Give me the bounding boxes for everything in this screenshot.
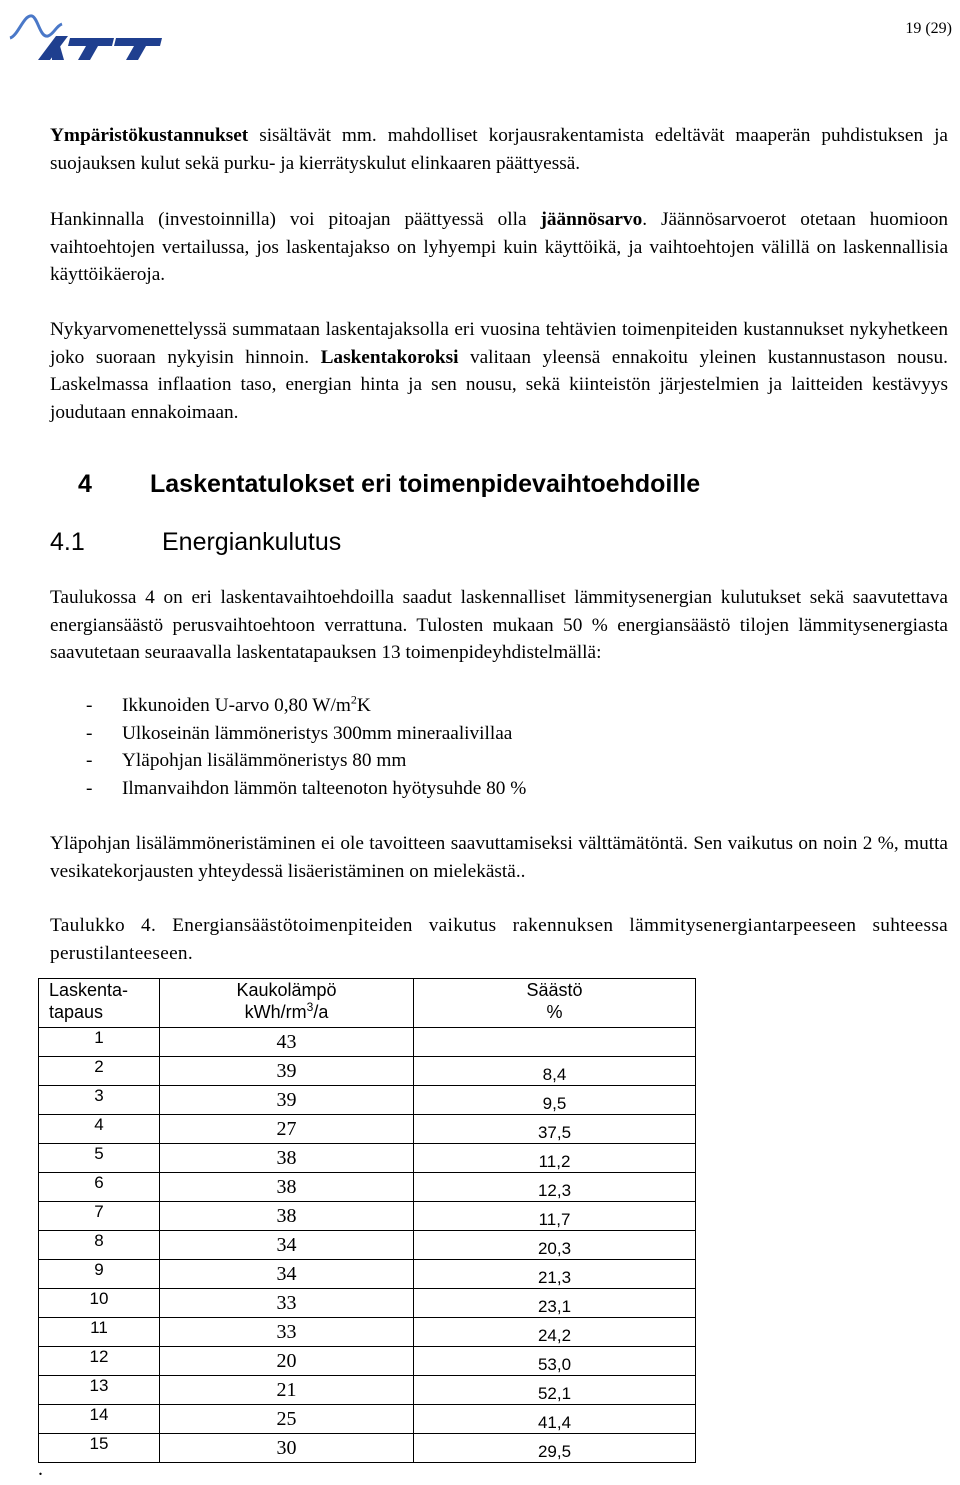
- table-row: [39, 1260, 696, 1289]
- header-text: tapaus: [49, 1002, 104, 1022]
- column-header-saving: [414, 979, 696, 1028]
- cell-district-heat: 38: [160, 1202, 414, 1231]
- header-text: kWh/rm: [244, 1002, 307, 1022]
- measures-list: [50, 692, 526, 802]
- table-row: [39, 1057, 696, 1086]
- table-row: [39, 1144, 696, 1173]
- cell-case: 3: [39, 1086, 160, 1115]
- cell-saving: 11,7: [414, 1202, 696, 1231]
- list-item: [50, 720, 526, 748]
- cell-saving: 21,3: [414, 1260, 696, 1289]
- list-dash: -: [86, 777, 93, 799]
- cell-district-heat: 43: [160, 1028, 414, 1057]
- cell-case: 2: [39, 1057, 160, 1086]
- column-header-case: [39, 979, 160, 1028]
- cell-saving: 24,2: [414, 1318, 696, 1347]
- term-discount-rate: Laskentakoroksi: [320, 346, 459, 368]
- cell-district-heat: 34: [160, 1260, 414, 1289]
- energy-savings-table: [38, 978, 696, 1463]
- table-row: [39, 1318, 696, 1347]
- cell-case: 1: [39, 1028, 160, 1057]
- table-header-row: [39, 979, 696, 1028]
- paragraph-text: Hankinnalla (investoinnilla) voi pitoajan päättyessä olla: [50, 209, 541, 230]
- section-number: 4: [78, 470, 92, 498]
- table-row: [39, 1347, 696, 1376]
- cell-saving: [414, 1028, 696, 1057]
- list-item: [50, 692, 526, 720]
- cell-district-heat: 39: [160, 1086, 414, 1115]
- header-text: %: [546, 1002, 563, 1022]
- term-environmental-costs: Ympäristökustannukset: [50, 125, 249, 146]
- vtt-logo: [8, 8, 168, 64]
- list-dash: -: [86, 750, 93, 771]
- list-item-text: Ulkoseinän lämmöneristys 300mm mineraalivillaa: [122, 722, 513, 744]
- list-dash: -: [86, 695, 93, 716]
- term-residual-value: jäännösarvo: [540, 209, 643, 230]
- cell-saving: 53,0: [414, 1347, 696, 1376]
- cell-case: 13: [39, 1376, 160, 1405]
- table-row: [39, 1173, 696, 1202]
- paragraph-table-intro: Taulukossa 4 on eri laskentavaihtoehdoilla saadut laskennalliset lämmitysenergian kulutukset sekä saavutettava energiansäästö perusvaihtoehtoon verrattuna. Tulosten mukaan 50 % energiansäästö tilojen lämmitysenergiasta saavutetaan seuraavalla laskentatapauksen 13 toimenpideyhdistelmällä:: [50, 587, 948, 663]
- table-row: [39, 1086, 696, 1115]
- cell-saving: 12,3: [414, 1173, 696, 1202]
- cell-saving: 23,1: [414, 1289, 696, 1318]
- cell-district-heat: 39: [160, 1057, 414, 1086]
- cell-case: 14: [39, 1405, 160, 1434]
- cell-case: 11: [39, 1318, 160, 1347]
- cell-case: 7: [39, 1202, 160, 1231]
- cell-saving: 41,4: [414, 1405, 696, 1434]
- header-text: /a: [313, 1002, 329, 1022]
- cell-saving: 52,1: [414, 1376, 696, 1405]
- paragraph-environmental-costs: [50, 122, 948, 177]
- cell-saving: 37,5: [414, 1115, 696, 1144]
- cell-district-heat: 38: [160, 1173, 414, 1202]
- table-row: [39, 1028, 696, 1057]
- cell-district-heat: 21: [160, 1376, 414, 1405]
- list-item-text: Ilmanvaihdon lämmön talteenoton hyötysuhde 80 %: [122, 777, 527, 799]
- cell-case: 15: [39, 1434, 160, 1463]
- cell-saving: 9,5: [414, 1086, 696, 1115]
- cell-case: 10: [39, 1289, 160, 1318]
- cell-case: 8: [39, 1231, 160, 1260]
- logo-letters: [38, 36, 162, 60]
- cell-saving: 8,4: [414, 1057, 696, 1086]
- table-body: [39, 1028, 696, 1463]
- paragraph-text: . Jäännösarvoerot otetaan huomioon vaihtoehtojen vertailussa, jos laskentajakso on lyhyempi kuin käyttöikä, ja vaihtoehtojen välillä on laskennallisia käyttöikäeroja.: [50, 209, 948, 285]
- table-caption: Taulukko 4. Energiansäästötoimenpiteiden vaikutus rakennuksen lämmitysenergiantarpeeseen suhteessa perustilanteeseen.: [50, 915, 948, 964]
- cell-case: 9: [39, 1260, 160, 1289]
- header-text: Kaukolämpö: [236, 980, 337, 1000]
- page-number: 19 (29): [905, 20, 952, 37]
- paragraph-text: Nykyarvomenettelyssä summataan laskentajaksolla eri vuosina tehtävien toimenpiteiden kustannukset nykyhetkeen joko suoraan nykyisin hinnoin.: [50, 319, 948, 368]
- superscript: 2: [350, 692, 357, 707]
- paragraph-residual-value: [50, 206, 948, 289]
- table-row: [39, 1115, 696, 1144]
- cell-saving: 29,5: [414, 1434, 696, 1463]
- cell-district-heat: 34: [160, 1231, 414, 1260]
- logo-wave-icon: [10, 16, 62, 38]
- table-row: [39, 1405, 696, 1434]
- header-text: Laskenta-: [49, 980, 129, 1000]
- list-item: [50, 747, 526, 775]
- cell-district-heat: 20: [160, 1347, 414, 1376]
- section-title: Energiankulutus: [162, 528, 342, 556]
- table-row: [39, 1231, 696, 1260]
- section-title: Laskentatulokset eri toimenpidevaihtoehdoille: [150, 470, 701, 498]
- cell-district-heat: 25: [160, 1405, 414, 1434]
- paragraph-roof-insulation: Yläpohjan lisälämmöneristäminen ei ole tavoitteen saavuttamiseksi välttämätöntä. Sen vaikutus on noin 2 %, mutta vesikatekorjausten yhteydessä lisäeristäminen on mielekästä..: [50, 833, 948, 882]
- section-heading-4-1: [50, 528, 341, 557]
- cell-case: 5: [39, 1144, 160, 1173]
- cell-district-heat: 30: [160, 1434, 414, 1463]
- cell-district-heat: 33: [160, 1318, 414, 1347]
- paragraph-text: valitaan yleensä ennakoitu yleinen kustannustason nousu. Laskelmassa inflaation taso, energian hinta ja sen nousu, sekä kiinteistön järjestelmien ja laitteiden kestävyys joudutaan ennakoimaan.: [50, 346, 948, 423]
- cell-case: 12: [39, 1347, 160, 1376]
- list-item-text: K: [356, 695, 371, 716]
- column-header-district-heat: [160, 979, 414, 1028]
- table-row: [39, 1289, 696, 1318]
- cell-district-heat: 33: [160, 1289, 414, 1318]
- cell-saving: 11,2: [414, 1144, 696, 1173]
- section-number: 4.1: [50, 528, 85, 556]
- list-item: [50, 775, 526, 803]
- list-item-text: Ikkunoiden U-arvo 0,80 W/m: [122, 695, 351, 716]
- paragraph-text: sisältävät mm. mahdolliset korjausrakentamista edeltävät maaperän puhdistuksen ja suojauksen kulut sekä purku- ja kierrätyskulut elinkaaren päättyessä.: [50, 125, 948, 174]
- list-dash: -: [86, 722, 93, 744]
- header-text: Säästö: [526, 980, 583, 1000]
- paragraph-present-value: [50, 316, 948, 426]
- cell-district-heat: 38: [160, 1144, 414, 1173]
- table-row: [39, 1376, 696, 1405]
- trailing-dot: .: [38, 1458, 43, 1480]
- cell-district-heat: 27: [160, 1115, 414, 1144]
- cell-saving: 20,3: [414, 1231, 696, 1260]
- section-heading-4: [78, 470, 700, 499]
- list-item-text: Yläpohjan lisälämmöneristys 80 mm: [122, 750, 407, 771]
- table-row: [39, 1434, 696, 1463]
- superscript: 3: [306, 1000, 314, 1014]
- table-row: [39, 1202, 696, 1231]
- cell-case: 6: [39, 1173, 160, 1202]
- cell-case: 4: [39, 1115, 160, 1144]
